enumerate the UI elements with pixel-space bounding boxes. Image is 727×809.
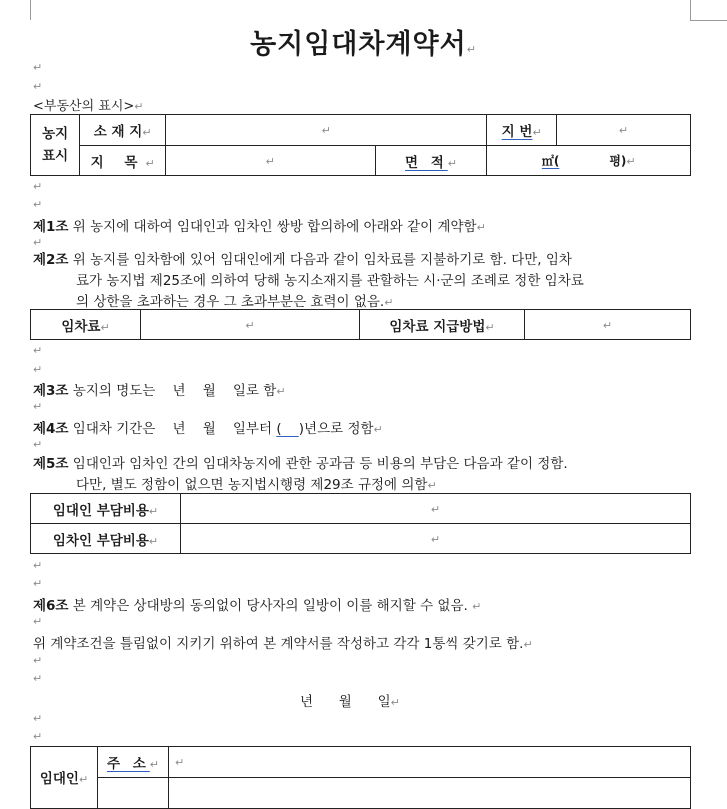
paragraph-mark: ↵ — [33, 236, 43, 249]
paragraph-mark: ↵ — [33, 400, 43, 413]
location-label: 소 재 지↵ — [80, 115, 166, 146]
rent-table — [30, 309, 691, 340]
name-label — [98, 778, 169, 809]
paragraph-mark: ↵ — [33, 61, 43, 74]
paragraph-mark: ↵ — [33, 180, 43, 193]
paragraph-mark: ↵ — [33, 198, 43, 211]
article-3: 제3조 농지의 명도는 년 월 일로 함↵ — [33, 383, 286, 399]
paragraph-mark: ↵ — [33, 672, 43, 685]
paragraph-mark: ↵ — [33, 730, 43, 743]
area-value[interactable]: ㎡( 평)↵ — [487, 146, 691, 176]
paragraph-mark: ↵ — [33, 712, 43, 725]
article-4: 제4조 임대차 기간은 년 월 일부터 ( )년으로 정함↵ — [33, 421, 383, 437]
name-value[interactable] — [169, 778, 691, 809]
lessee-cost-label: 임차인 부담비용↵ — [31, 524, 181, 554]
paragraph-mark: ↵ — [33, 559, 43, 572]
paragraph-mark: ↵ — [33, 438, 43, 451]
party-table — [30, 746, 691, 809]
payment-method-value[interactable]: ↵ — [525, 310, 691, 340]
rent-value[interactable]: ↵ — [141, 310, 360, 340]
lessee-cost-value[interactable]: ↵ — [181, 524, 691, 554]
closing-statement: 위 계약조건을 틀림없이 지키기 위하여 본 계약서를 작성하고 각각 1통씩 갖기로 함.↵ — [33, 636, 533, 652]
lessor-label: 임대인↵ — [31, 747, 98, 809]
address-label: 주 소↵ — [98, 747, 169, 778]
property-group-label: 농지표시 — [31, 115, 80, 176]
paragraph-mark: ↵ — [33, 344, 43, 357]
rent-label: 임차료↵ — [31, 310, 141, 340]
lot-number-label: 지 번↵ — [487, 115, 557, 146]
contract-date: 년 월 일↵ — [300, 694, 400, 710]
paragraph-mark: ↵ — [33, 615, 43, 628]
crop-mark-right-horizontal — [690, 20, 727, 21]
paragraph-mark: ↵ — [33, 654, 43, 667]
property-table — [30, 114, 691, 176]
paragraph-mark: ↵ — [33, 577, 43, 590]
lot-number-value[interactable]: ↵ — [556, 115, 690, 146]
article-5: 제5조 임대인과 임차인 간의 임대차농지에 관한 공과금 등 비용의 부담은 다음과 같이 정함. 다만, 별도 정함이 없으면 농지법시행령 제29조 규정에 의함↵ — [33, 456, 568, 493]
address-value[interactable]: ↵ — [169, 747, 691, 778]
paragraph-mark: ↵ — [466, 43, 477, 56]
land-category-label: 지 목↵ — [80, 146, 166, 176]
crop-mark-left — [30, 0, 31, 20]
article-6: 제6조 본 계약은 상대방의 동의없이 당사자의 일방이 이를 해지할 수 없음. ↵ — [33, 598, 482, 614]
paragraph-mark: ↵ — [33, 80, 43, 93]
document-title: 농지임대차계약서↵ — [250, 29, 477, 60]
section-heading-property: <부동산의 표시>↵ — [33, 99, 144, 114]
crop-mark-right — [690, 0, 691, 20]
article-1: 제1조 위 농지에 대하여 임대인과 임차인 쌍방 합의하에 아래와 같이 계약함↵ — [33, 219, 486, 235]
land-category-value[interactable]: ↵ — [166, 146, 376, 176]
location-value[interactable]: ↵ — [166, 115, 487, 146]
payment-method-label: 임차료 지급방법↵ — [360, 310, 525, 340]
lessor-cost-label: 임대인 부담비용↵ — [31, 494, 181, 524]
area-label: 면 적↵ — [375, 146, 487, 176]
cost-table — [30, 493, 691, 554]
lessor-cost-value[interactable]: ↵ — [181, 494, 691, 524]
paragraph-mark: ↵ — [33, 363, 43, 376]
article-2: 제2조 위 농지를 임차함에 있어 임대인에게 다음과 같이 임차료를 지불하기로 함. 다만, 임차 료가 농지법 제25조에 의하여 당해 농지소재지를 관할하는 시·군의 조례로 정한 임차료 의 상한을 초과하는 경우 그 초과부분은 효력이 없음.↵ — [33, 252, 584, 310]
